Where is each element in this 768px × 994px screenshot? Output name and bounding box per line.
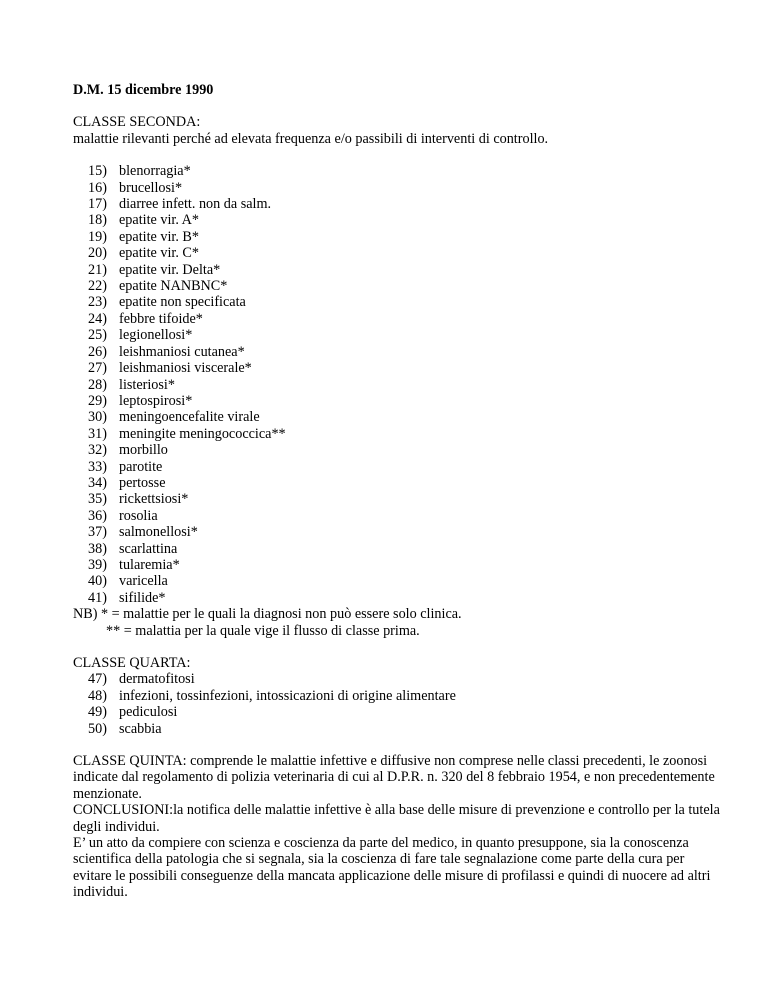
list-item-number: 36) [88, 507, 107, 524]
list-item-text: epatite NANBNC* [119, 278, 228, 295]
list-item-number: 39) [88, 556, 107, 573]
list-item-text: leishmaniosi cutanea* [119, 343, 245, 360]
list-item-number: 32) [88, 442, 107, 459]
list-item [73, 196, 723, 212]
list-item-number: 18) [88, 212, 107, 229]
nb-note-line1: NB) * = malattie per le quali la diagnosi non può essere solo clinica. [73, 606, 462, 623]
list-item [73, 311, 723, 327]
list-item-number: 21) [88, 261, 107, 278]
list-item-text: salmonellosi* [119, 524, 198, 541]
list-item [73, 229, 723, 245]
list-item-number: 33) [88, 458, 107, 475]
list-item-number: 25) [88, 327, 107, 344]
list-item-text: leishmaniosi viscerale* [119, 360, 252, 377]
classe-quinta-paragraph: CLASSE QUINTA: comprende le malattie infettive e diffusive non comprese nelle classi precedenti, le zoonosi indicate dal regolamento di polizia veterinaria di cui al D.P.R. n. 320 del 8 febbraio 1954, e non precedentemente menzionate. [73, 753, 715, 802]
list-item-text: parotite [119, 458, 163, 475]
list-item-number: 27) [88, 360, 107, 377]
list-item-text: meningoencefalite virale [119, 409, 260, 426]
list-item-number: 16) [88, 179, 107, 196]
list-item [73, 212, 723, 228]
list-item-number: 17) [88, 196, 107, 213]
list-item-text: legionellosi* [119, 327, 193, 344]
classe-quarta-heading: CLASSE QUARTA: [73, 655, 191, 671]
list-item [73, 475, 723, 491]
list-item-text: pertosse [119, 474, 166, 491]
list-item-number: 31) [88, 425, 107, 442]
list-item [73, 459, 723, 475]
list-item [73, 541, 723, 557]
list-item [73, 671, 723, 687]
list-item-number: 38) [88, 540, 107, 557]
list-item [73, 377, 723, 393]
classe-quarta-list [73, 671, 723, 737]
list-item-text: epatite vir. Delta* [119, 261, 221, 278]
list-item-number: 15) [88, 163, 107, 180]
list-item-text: scarlattina [119, 540, 178, 557]
list-item [73, 409, 723, 425]
list-item [73, 344, 723, 360]
list-item [73, 590, 723, 606]
list-item-number: 30) [88, 409, 107, 426]
closing-paragraph: E’ un atto da compiere con scienza e coscienza da parte del medico, in quanto presuppone, sia la conoscenza scientifica della patologia che si segnala, sia la coscienza di fare tale segnalazione come parte della cura per evitare le possibili conseguenze della mancata applicazione delle misure di profilassi e quindi di nuocere ad altri individui. [73, 835, 711, 901]
list-item [73, 245, 723, 261]
list-item-text: epatite non specificata [119, 294, 246, 311]
list-item-text: sifilide* [119, 589, 166, 606]
list-item [73, 262, 723, 278]
list-item [73, 442, 723, 458]
conclusioni-paragraph: CONCLUSIONI:la notifica delle malattie infettive è alla base delle misure di prevenzione e controllo per la tutela degli individui. [73, 802, 720, 835]
list-item [73, 294, 723, 310]
list-item-number: 37) [88, 524, 107, 541]
list-item-text: blenorragia* [119, 163, 191, 180]
list-item-number: 40) [88, 573, 107, 590]
list-item-number: 29) [88, 392, 107, 409]
list-item [73, 360, 723, 376]
list-item-number: 23) [88, 294, 107, 311]
list-item [73, 327, 723, 343]
list-item-text: meningite meningococcica** [119, 425, 286, 442]
list-item [73, 721, 723, 737]
list-item [73, 557, 723, 573]
list-item-number: 28) [88, 376, 107, 393]
list-item [73, 163, 723, 179]
list-item-text: tularemia* [119, 556, 180, 573]
list-item-number: 19) [88, 228, 107, 245]
classe-seconda-list [73, 163, 723, 606]
list-item-text: brucellosi* [119, 179, 183, 196]
list-item [73, 180, 723, 196]
list-item-text: febbre tifoide* [119, 310, 203, 327]
list-item-text: pediculosi [119, 704, 178, 721]
document-content [73, 82, 723, 901]
list-item [73, 688, 723, 704]
list-item-text: listeriosi* [119, 376, 175, 393]
list-item-number: 47) [88, 671, 107, 688]
list-item-number: 34) [88, 474, 107, 491]
list-item [73, 278, 723, 294]
list-item [73, 426, 723, 442]
list-item-number: 50) [88, 720, 107, 737]
list-item [73, 508, 723, 524]
document-title: D.M. 15 dicembre 1990 [73, 82, 214, 98]
nb-note-line2: ** = malattia per la quale vige il flusso di classe prima. [106, 622, 420, 639]
list-item-number: 35) [88, 491, 107, 508]
list-item [73, 491, 723, 507]
list-item-text: leptospirosi* [119, 392, 193, 409]
list-item-number: 48) [88, 687, 107, 704]
list-item-number: 49) [88, 704, 107, 721]
list-item [73, 704, 723, 720]
list-item-text: rickettsiosi* [119, 491, 189, 508]
list-item-text: scabbia [119, 720, 162, 737]
list-item-number: 41) [88, 589, 107, 606]
list-item [73, 393, 723, 409]
list-item-text: epatite vir. C* [119, 245, 199, 262]
list-item-text: epatite vir. B* [119, 228, 199, 245]
list-item-text: diarree infett. non da salm. [119, 196, 272, 213]
classe-seconda-heading: CLASSE SECONDA: [73, 114, 201, 131]
list-item-number: 20) [88, 245, 107, 262]
list-item [73, 573, 723, 589]
list-item-text: dermatofitosi [119, 671, 195, 688]
list-item-text: rosolia [119, 507, 158, 524]
list-item-text: varicella [119, 573, 168, 590]
list-item [73, 524, 723, 540]
list-item-text: infezioni, tossinfezioni, intossicazioni di origine alimentare [119, 687, 456, 704]
list-item-number: 24) [88, 310, 107, 327]
classe-seconda-description: malattie rilevanti perché ad elevata frequenza e/o passibili di interventi di controllo. [73, 130, 549, 147]
list-item-text: epatite vir. A* [119, 212, 199, 229]
list-item-number: 26) [88, 343, 107, 360]
list-item-text: morbillo [119, 442, 168, 459]
list-item-number: 22) [88, 278, 107, 295]
